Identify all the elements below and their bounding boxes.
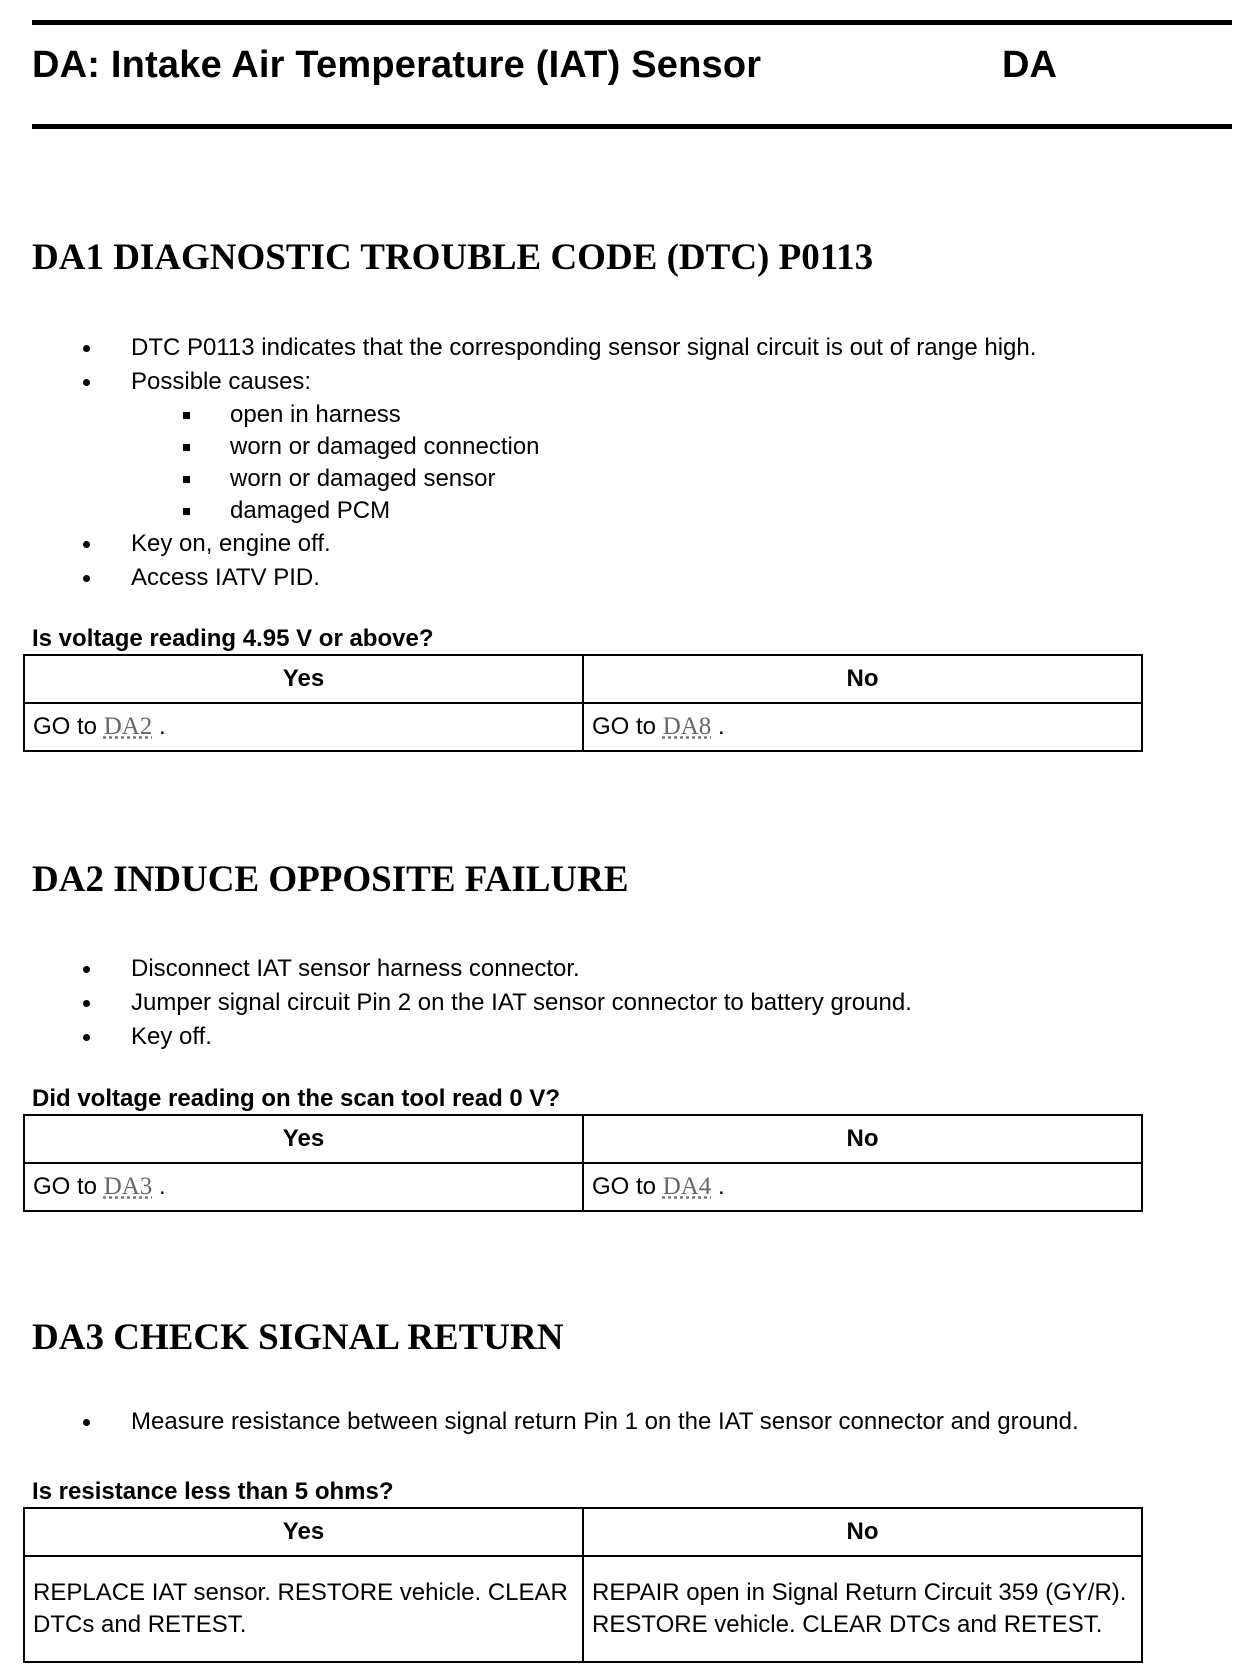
bullet-icon [83, 1034, 90, 1041]
bullet-list [32, 1405, 1232, 1439]
sub-list-item: open in harness [131, 399, 1232, 431]
bullet-icon [83, 1000, 90, 1007]
bullet-icon [83, 1419, 90, 1426]
bullet-icon [83, 379, 90, 386]
step-da3-decision [32, 1477, 1232, 1663]
step-title: DA3 CHECK SIGNAL RETURN [32, 1317, 564, 1358]
no-header: No [583, 655, 1142, 703]
list-item: Key off. [32, 1020, 1232, 1054]
no-cell: GO to DA4 . [583, 1163, 1142, 1211]
square-bullet-icon [183, 508, 190, 515]
no-cell: REPAIR open in Signal Return Circuit 359 (GY/R). RESTORE vehicle. CLEAR DTCs and RETEST. [583, 1556, 1142, 1662]
sub-list-item: damaged PCM [131, 495, 1232, 527]
sub-list-item: worn or damaged sensor [131, 463, 1232, 495]
decision-table [23, 654, 1143, 752]
square-bullet-icon [183, 476, 190, 483]
goto-link[interactable]: DA2 [103, 713, 153, 740]
goto-link[interactable]: DA4 [662, 1173, 712, 1200]
step-da1-decision [32, 624, 1232, 752]
sub-bullet-list [131, 399, 1232, 527]
list-item: Possible causes: open in harness worn or damaged connection worn or damaged sensor damaged PCM [32, 365, 1232, 527]
list-item: Jumper signal circuit Pin 2 on the IAT sensor connector to battery ground. [32, 986, 1232, 1020]
goto-link[interactable]: DA3 [103, 1173, 153, 1200]
step-da3 [32, 1316, 1232, 1439]
yes-header: Yes [24, 1508, 583, 1556]
step-da2 [32, 858, 1232, 1054]
square-bullet-icon [183, 412, 190, 419]
bullet-icon [83, 966, 90, 973]
question: Is resistance less than 5 ohms? [32, 1478, 394, 1505]
page-title: DA: Intake Air Temperature (IAT) Sensor [32, 44, 762, 86]
list-item: Access IATV PID. [32, 561, 1232, 595]
list-item: Disconnect IAT sensor harness connector. [32, 952, 1232, 986]
yes-header: Yes [24, 1115, 583, 1163]
yes-cell: GO to DA3 . [24, 1163, 583, 1211]
no-cell: GO to DA8 . [583, 703, 1142, 751]
bullet-icon [83, 575, 90, 582]
section-code: DA [1002, 44, 1057, 86]
decision-table [23, 1507, 1143, 1663]
yes-cell: REPLACE IAT sensor. RESTORE vehicle. CLEAR DTCs and RETEST. [24, 1556, 583, 1662]
top-rule [32, 20, 1232, 25]
no-header: No [583, 1508, 1142, 1556]
question: Did voltage reading on the scan tool read 0 V? [32, 1085, 561, 1112]
step-da2-decision [32, 1084, 1232, 1212]
bottom-rule [32, 124, 1232, 129]
step-title: DA2 INDUCE OPPOSITE FAILURE [32, 859, 629, 900]
square-bullet-icon [183, 444, 190, 451]
bullet-list [32, 952, 1232, 1054]
sub-list-item: worn or damaged connection [131, 431, 1232, 463]
list-item: Key on, engine off. [32, 527, 1232, 561]
step-title: DA1 DIAGNOSTIC TROUBLE CODE (DTC) P0113 [32, 237, 874, 278]
list-item: DTC P0113 indicates that the corresponding sensor signal circuit is out of range high. [32, 331, 1232, 365]
bullet-icon [83, 541, 90, 548]
question: Is voltage reading 4.95 V or above? [32, 625, 434, 652]
goto-link[interactable]: DA8 [662, 713, 712, 740]
decision-table [23, 1114, 1143, 1212]
no-header: No [583, 1115, 1142, 1163]
bullet-list [32, 331, 1232, 595]
step-da1 [32, 236, 1232, 595]
yes-header: Yes [24, 655, 583, 703]
yes-cell: GO to DA2 . [24, 703, 583, 751]
list-item: Measure resistance between signal return Pin 1 on the IAT sensor connector and ground. [32, 1405, 1232, 1439]
bullet-icon [83, 345, 90, 352]
